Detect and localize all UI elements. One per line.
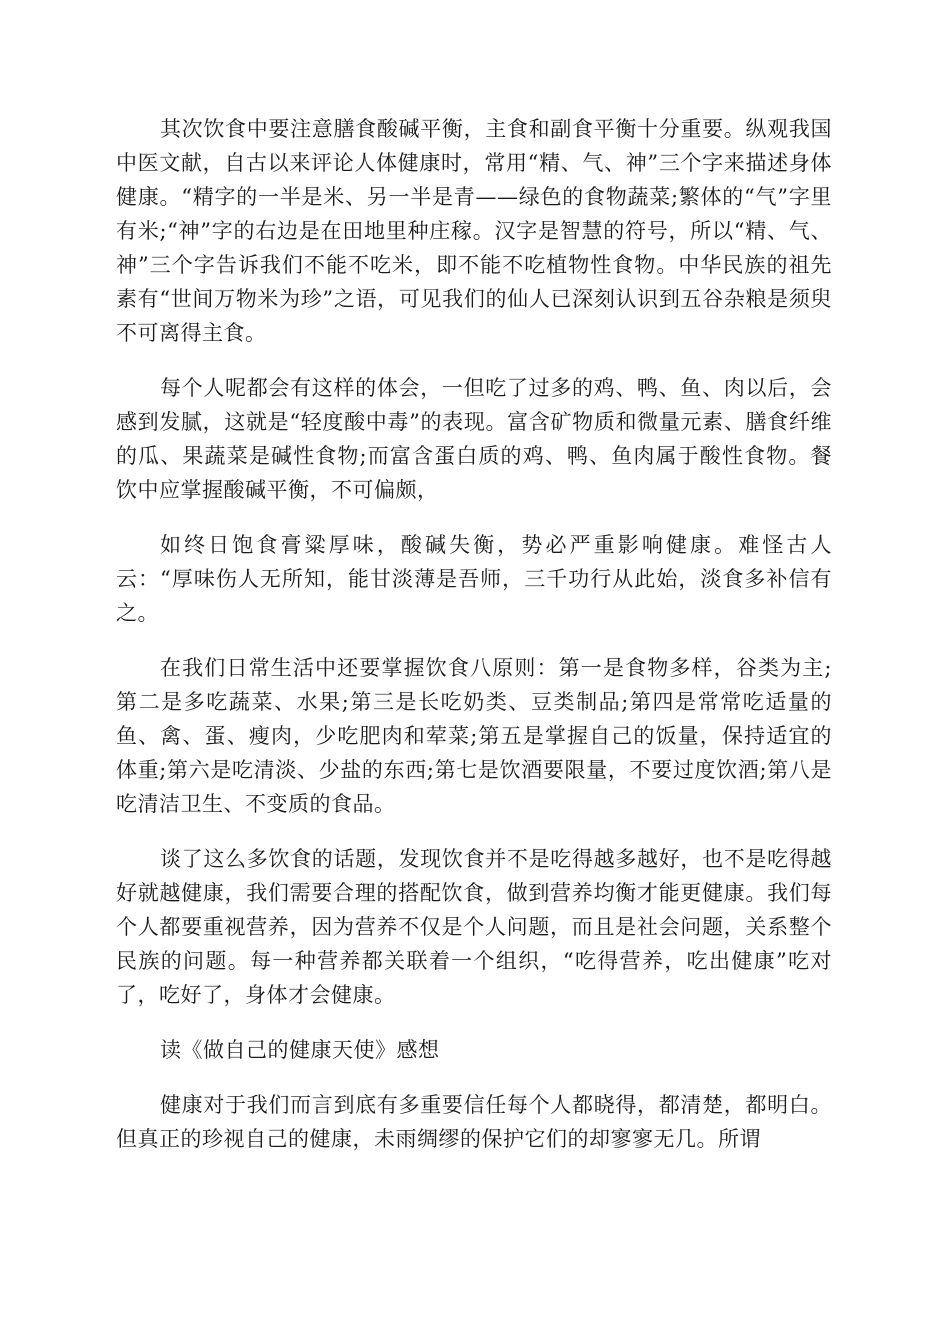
paragraph-1: 其次饮食中要注意膳食酸碱平衡，主食和副食平衡十分重要。纵观我国中医文献，自古以来评论人体健康时，常用“精、气、神”三个字来描述身体健康。“精字的一半是米、另一半是青——绿色的食物蔬菜;繁体的“气”字里有米;“神”字的右边是在田地里种庄稼。汉字是智慧的符号，所以“精、气、神”三个字告诉我们不能不吃米，即不能不吃植物性食物。中华民族的祖先素有“世间万物米为珍”之语，可见我们的仙人已深刻认识到五谷杂粮是须臾不可离得主食。 — [116, 117, 832, 345]
paragraph-5: 谈了这么多饮食的话题，发现饮食并不是吃得越多越好，也不是吃得越好就越健康，我们需要合理的搭配饮食，做到营养均衡才能更健康。我们每个人都要重视营养，因为营养不仅是个人问题，而且是社会问题，关系整个民族的问题。每一种营养都关联着一个组织，“吃得营养，吃出健康”吃对了，吃好了，身体才会健康。 — [116, 847, 832, 1007]
section-heading: 读《做自己的健康天使》感想 — [160, 1038, 440, 1062]
document-page — [116, 112, 832, 1177]
paragraph-2: 每个人呢都会有这样的体会，一但吃了过多的鸡、鸭、鱼、肉以后，会感到发腻，这就是“轻度酸中毒”的表现。富含矿物质和微量元素、膳食纤维的瓜、果蔬菜是碱性食物;而富含蛋白质的鸡、鸭、鱼肉属于酸性食物。餐饮中应掌握酸碱平衡，不可偏颇， — [116, 376, 832, 502]
paragraph-3: 如终日饱食膏粱厚味，酸碱失衡，势必严重影响健康。难怪古人云：“厚味伤人无所知，能甘淡薄是吾师，三千功行从此始，淡食多补信有之。 — [116, 533, 832, 625]
paragraph-4: 在我们日常生活中还要掌握饮食八原则：第一是食物多样，谷类为主;第二是多吃蔬菜、水果;第三是长吃奶类、豆类制品;第四是常常吃适量的鱼、禽、蛋、瘦肉，少吃肥肉和荤菜;第五是掌握自己的饭量，保持适宜的体重;第六是吃清淡、少盐的东西;第七是饮酒要限量，不要过度饮酒;第八是吃清洁卫生、不变质的食品。 — [116, 656, 832, 816]
paragraph-6: 健康对于我们而言到底有多重要信任每个人都晓得，都清楚，都明白。但真正的珍视自己的健康，未雨绸缪的保护它们的却寥寥无几。所谓 — [116, 1093, 832, 1151]
